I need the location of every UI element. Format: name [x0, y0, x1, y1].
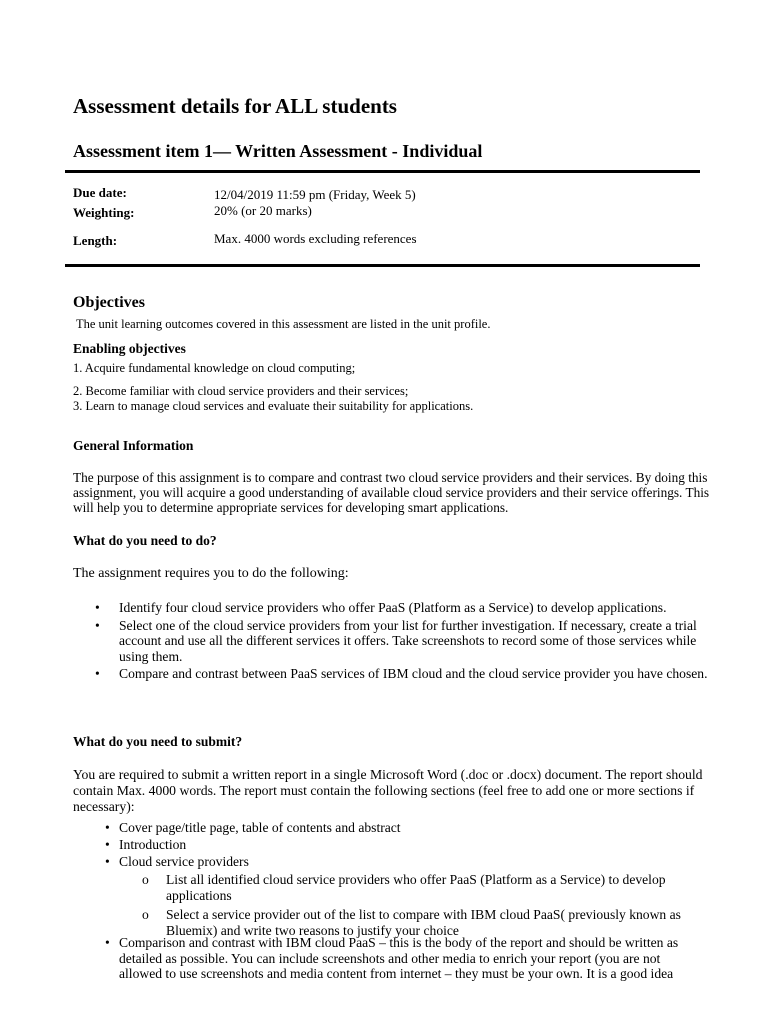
bullet-icon: • [95, 617, 100, 633]
bullet-icon: • [105, 854, 110, 869]
list-item [105, 853, 709, 870]
list-item [95, 600, 709, 616]
list-item [142, 872, 696, 903]
list-item [95, 617, 709, 665]
comparison-bullet-list [105, 935, 701, 982]
list-item [105, 819, 709, 836]
list-item-text: List all identified cloud service providers who offer PaaS (Platform as a Service) to develop applications [166, 872, 666, 903]
due-date-value: 12/04/2019 11:59 pm (Friday, Week 5) [214, 187, 416, 202]
objectives-heading: Objectives [73, 294, 145, 311]
list-item-text: Comparison and contrast with IBM cloud PaaS – this is the body of the report and should be written as detailed as possible. You can include screenshots and other media to enrich your report (you are not allowed to use screenshots and media content from internet – they must be your own. It is a good idea [119, 935, 679, 981]
bottom-divider [65, 264, 700, 267]
list-item-text: Compare and contrast between PaaS services of IBM cloud and the cloud service provider you have chosen. [119, 666, 708, 681]
todo-bullet-list [95, 600, 709, 682]
general-information-text: The purpose of this assignment is to compare and contrast two cloud service providers and their services. By doing this assignment, you will acquire a good understanding of available cloud service providers and their service offerings. This will help you to determine appropriate services for developing smart applications. [73, 470, 710, 515]
circle-bullet-icon: o [142, 907, 149, 922]
what-to-do-heading: What do you need to do? [73, 533, 217, 548]
list-item-text: Select one of the cloud service providers from your list for further investigation. If necessary, create a trial account and use all the different services it offers. Take screenshots to record some of those services while using them. [119, 617, 697, 664]
what-to-do-intro: The assignment requires you to do the following: [73, 566, 349, 581]
list-item-text: Select a service provider out of the list to compare with IBM cloud PaaS( previously known as Bluemix) and write two reasons to justify your choice [166, 907, 681, 938]
length-value: Max. 4000 words excluding references [214, 231, 417, 246]
top-divider [65, 170, 700, 173]
weighting-label: Weighting: [73, 205, 135, 220]
objectives-intro: The unit learning outcomes covered in this assessment are listed in the unit profile. [76, 317, 491, 331]
page-heading: Assessment details for ALL students [73, 94, 397, 118]
objective-item: 1. Acquire fundamental knowledge on cloud computing; [73, 361, 356, 375]
objective-item: 2. Become familiar with cloud service providers and their services; [73, 384, 409, 398]
bullet-icon: • [95, 666, 100, 681]
list-item-text: Introduction [119, 837, 187, 852]
circle-bullet-icon: o [142, 872, 149, 887]
what-to-submit-intro: You are required to submit a written report in a single Microsoft Word (.doc or .docx) document. The report should contain Max. 4000 words. The report must contain the following sections (feel free to add one or more sections if necessary): [73, 767, 703, 814]
assessment-item-title: Assessment item 1— Written Assessment - Individual [73, 141, 483, 161]
submit-bullet-list [105, 819, 709, 870]
list-item [142, 907, 696, 938]
length-label: Length: [73, 233, 118, 248]
due-date-label: Due date: [73, 185, 127, 200]
weighting-value: 20% (or 20 marks) [214, 203, 312, 218]
provider-sub-list [142, 872, 696, 938]
bullet-icon: • [105, 820, 110, 835]
enabling-objectives-heading: Enabling objectives [73, 341, 186, 356]
list-item-text: Cover page/title page, table of contents and abstract [119, 820, 401, 835]
bullet-icon: • [95, 600, 100, 615]
list-item-text: Cloud service providers [119, 854, 249, 869]
list-item [105, 836, 709, 853]
bullet-icon: • [105, 935, 110, 950]
list-item-text: Identify four cloud service providers who offer PaaS (Platform as a Service) to develop applications. [119, 600, 667, 615]
what-to-submit-heading: What do you need to submit? [73, 734, 243, 749]
list-item [95, 666, 709, 682]
general-information-heading: General Information [73, 438, 194, 453]
bullet-icon: • [105, 837, 110, 852]
objective-item: 3. Learn to manage cloud services and evaluate their suitability for applications. [73, 399, 474, 413]
list-item [105, 935, 701, 982]
